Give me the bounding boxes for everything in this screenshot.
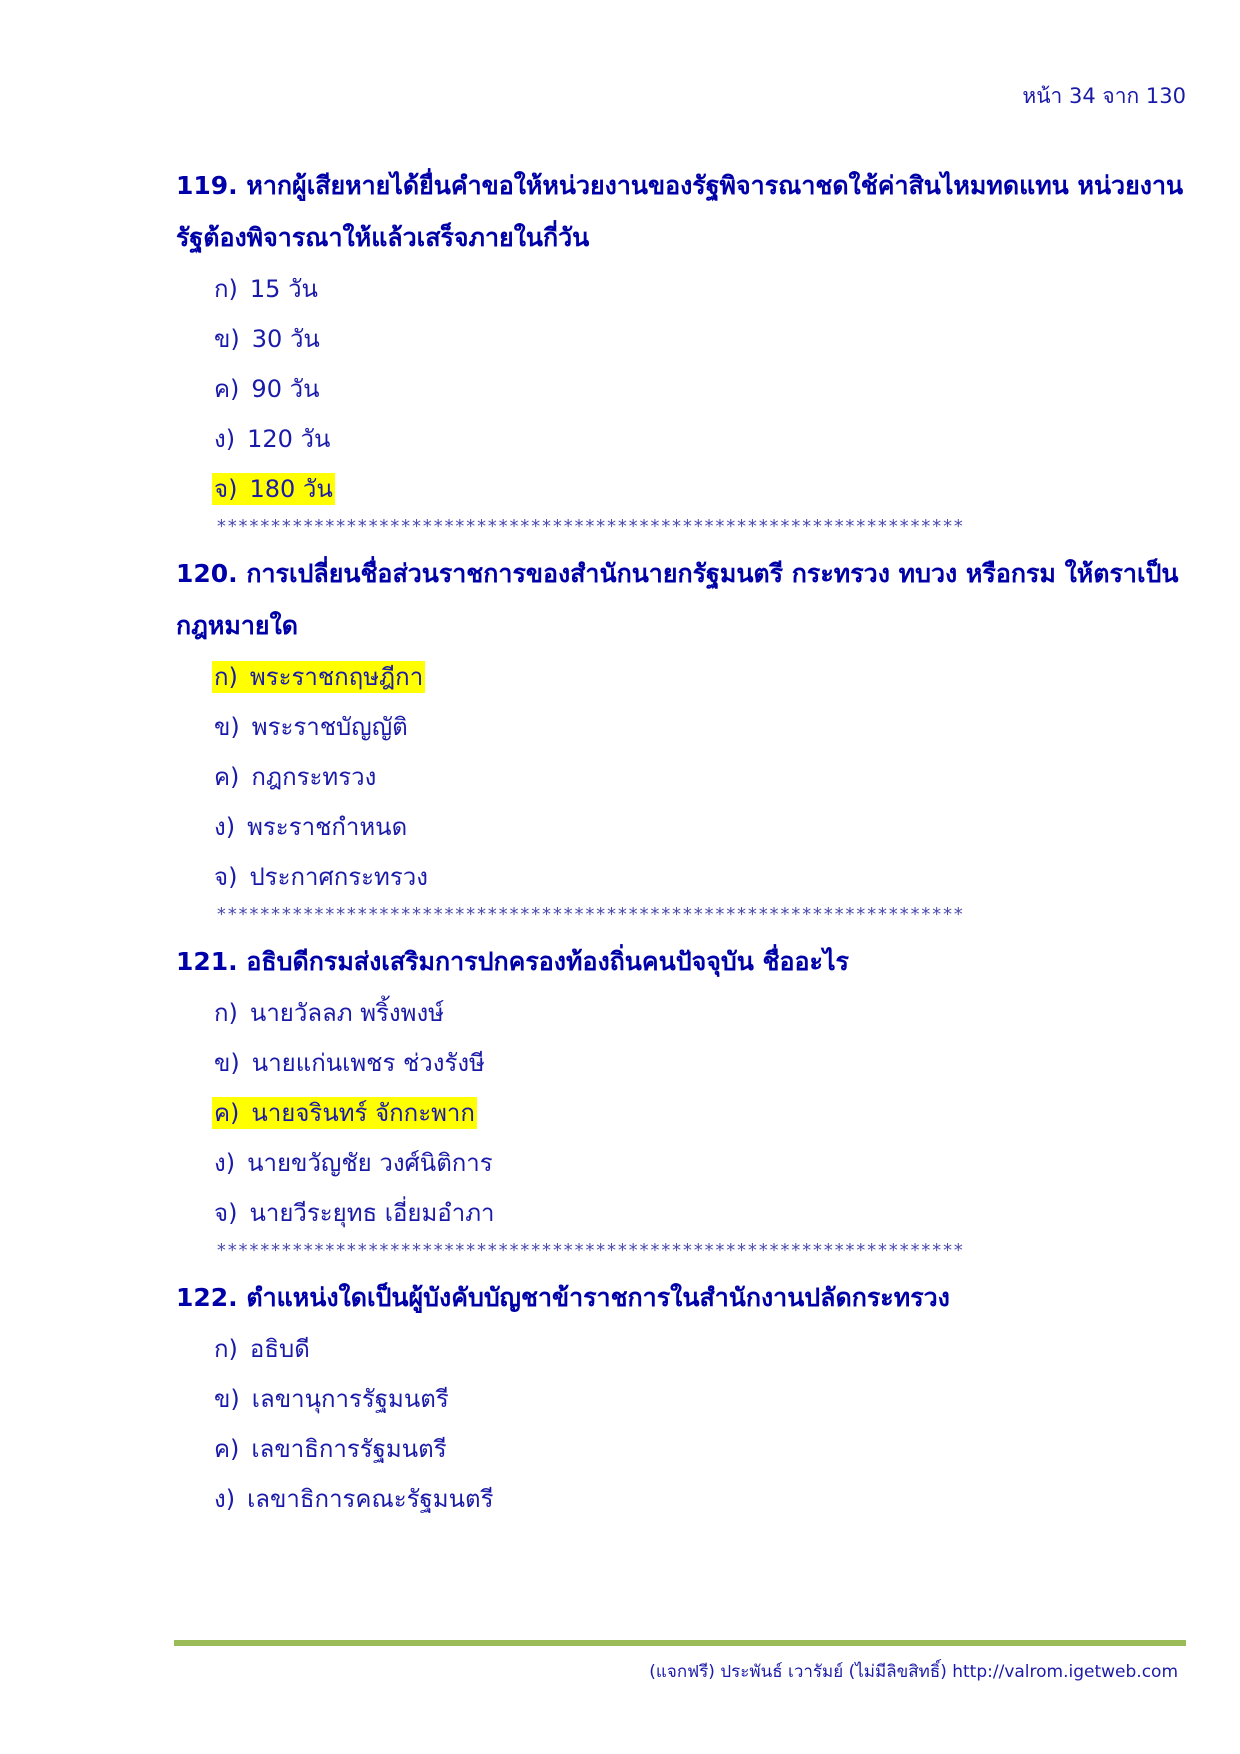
choice-d — [212, 1138, 1186, 1188]
choice-a — [212, 264, 1186, 314]
choice-e — [212, 1188, 1186, 1238]
choice-marker: ง) — [214, 1485, 236, 1513]
choice-list — [176, 988, 1186, 1238]
choice-list — [176, 652, 1186, 902]
question-119 — [176, 160, 1186, 514]
choice-text: กฎกระทรวง — [251, 763, 377, 791]
question-122 — [176, 1272, 1186, 1524]
choice-marker: จ) — [214, 863, 238, 891]
question-120 — [176, 548, 1186, 902]
choice-text: เลขาธิการคณะรัฐมนตรี — [247, 1485, 494, 1513]
choice-b — [212, 1374, 1186, 1424]
choice-marker: ค) — [214, 1099, 240, 1127]
choice-marker: ค) — [214, 1435, 240, 1463]
choice-text: อธิบดี — [249, 1335, 310, 1363]
choice-text: พระราชกฤษฎีกา — [249, 663, 424, 691]
question-121 — [176, 936, 1186, 1238]
choice-list — [176, 1324, 1186, 1524]
choice-b — [212, 314, 1186, 364]
separator: ********************************************************************* — [216, 516, 964, 537]
choice-b — [212, 702, 1186, 752]
choice-marker: ข) — [214, 1049, 240, 1077]
choice-text: พระราชบัญญัติ — [251, 713, 408, 741]
separator: ********************************************************************* — [216, 1240, 964, 1261]
choice-marker: ข) — [214, 713, 240, 741]
choice-text: ประกาศกระทรวง — [249, 863, 428, 891]
choice-marker: ง) — [214, 813, 236, 841]
choice-marker: จ) — [214, 1199, 238, 1227]
choice-marker: จ) — [214, 475, 238, 503]
choice-a-highlighted-answer — [212, 652, 1186, 702]
choice-text: นายวีระยุทธ เอี่ยมอำภา — [249, 1199, 495, 1227]
choice-text: 120 วัน — [247, 425, 331, 453]
choice-d — [212, 802, 1186, 852]
question-title: 121. อธิบดีกรมส่งเสริมการปกครองท้องถิ่นคนปัจจุบัน ชื่ออะไร — [176, 947, 849, 976]
choice-text: นายขวัญชัย วงศ์นิติการ — [247, 1149, 493, 1177]
separator: ********************************************************************* — [216, 904, 964, 925]
choice-text: พระราชกำหนด — [247, 813, 408, 841]
choice-text: 90 วัน — [251, 375, 320, 403]
choice-c-highlighted-answer — [212, 1088, 1186, 1138]
footer-text: (แจกฟรี) ประพันธ์ เวารัมย์ (ไม่มีลิขสิทธิ์) http://valrom.igetweb.com — [649, 1662, 1178, 1682]
choice-a — [212, 988, 1186, 1038]
choice-a — [212, 1324, 1186, 1374]
question-title: 119. หากผู้เสียหายได้ยื่นคำขอให้หน่วยงานของรัฐพิจารณาชดใช้ค่าสินไหมทดแทน หน่วยงานรัฐต้องพิจารณาให้แล้วเสร็จภายในกี่วัน — [176, 171, 1184, 252]
choice-text: นายวัลลภ พริ้งพงษ์ — [249, 999, 444, 1027]
choice-d — [212, 1474, 1186, 1524]
footer-rule — [174, 1640, 1186, 1646]
choice-e — [212, 852, 1186, 902]
choice-b — [212, 1038, 1186, 1088]
choice-marker: ค) — [214, 375, 240, 403]
choice-marker: ง) — [214, 1149, 236, 1177]
choice-text: นายจรินทร์ จักกะพาก — [251, 1099, 475, 1127]
choice-text: เลขาธิการรัฐมนตรี — [251, 1435, 447, 1463]
choice-text: 15 วัน — [249, 275, 318, 303]
choice-text: 180 วัน — [249, 475, 333, 503]
choice-c — [212, 364, 1186, 414]
question-list — [176, 160, 1186, 1524]
choice-marker: ก) — [214, 275, 238, 303]
choice-marker: ง) — [214, 425, 236, 453]
choice-list — [176, 264, 1186, 514]
question-title: 120. การเปลี่ยนชื่อส่วนราชการของสำนักนายกรัฐมนตรี กระทรวง ทบวง หรือกรม ให้ตราเป็นกฎหมายใด — [176, 559, 1179, 640]
choice-marker: ก) — [214, 999, 238, 1027]
question-title: 122. ตำแหน่งใดเป็นผู้บังคับบัญชาข้าราชการในสำนักงานปลัดกระทรวง — [176, 1283, 950, 1312]
choice-text: เลขานุการรัฐมนตรี — [251, 1385, 449, 1413]
choice-marker: ค) — [214, 763, 240, 791]
choice-d — [212, 414, 1186, 464]
choice-c — [212, 1424, 1186, 1474]
choice-marker: ข) — [214, 1385, 240, 1413]
choice-marker: ก) — [214, 663, 238, 691]
choice-e-highlighted-answer — [212, 464, 1186, 514]
page-number: หน้า 34 จาก 130 — [1022, 84, 1186, 108]
choice-c — [212, 752, 1186, 802]
choice-text: นายแก่นเพชร ช่วงรังษี — [251, 1049, 485, 1077]
choice-text: 30 วัน — [251, 325, 320, 353]
choice-marker: ข) — [214, 325, 240, 353]
choice-marker: ก) — [214, 1335, 238, 1363]
